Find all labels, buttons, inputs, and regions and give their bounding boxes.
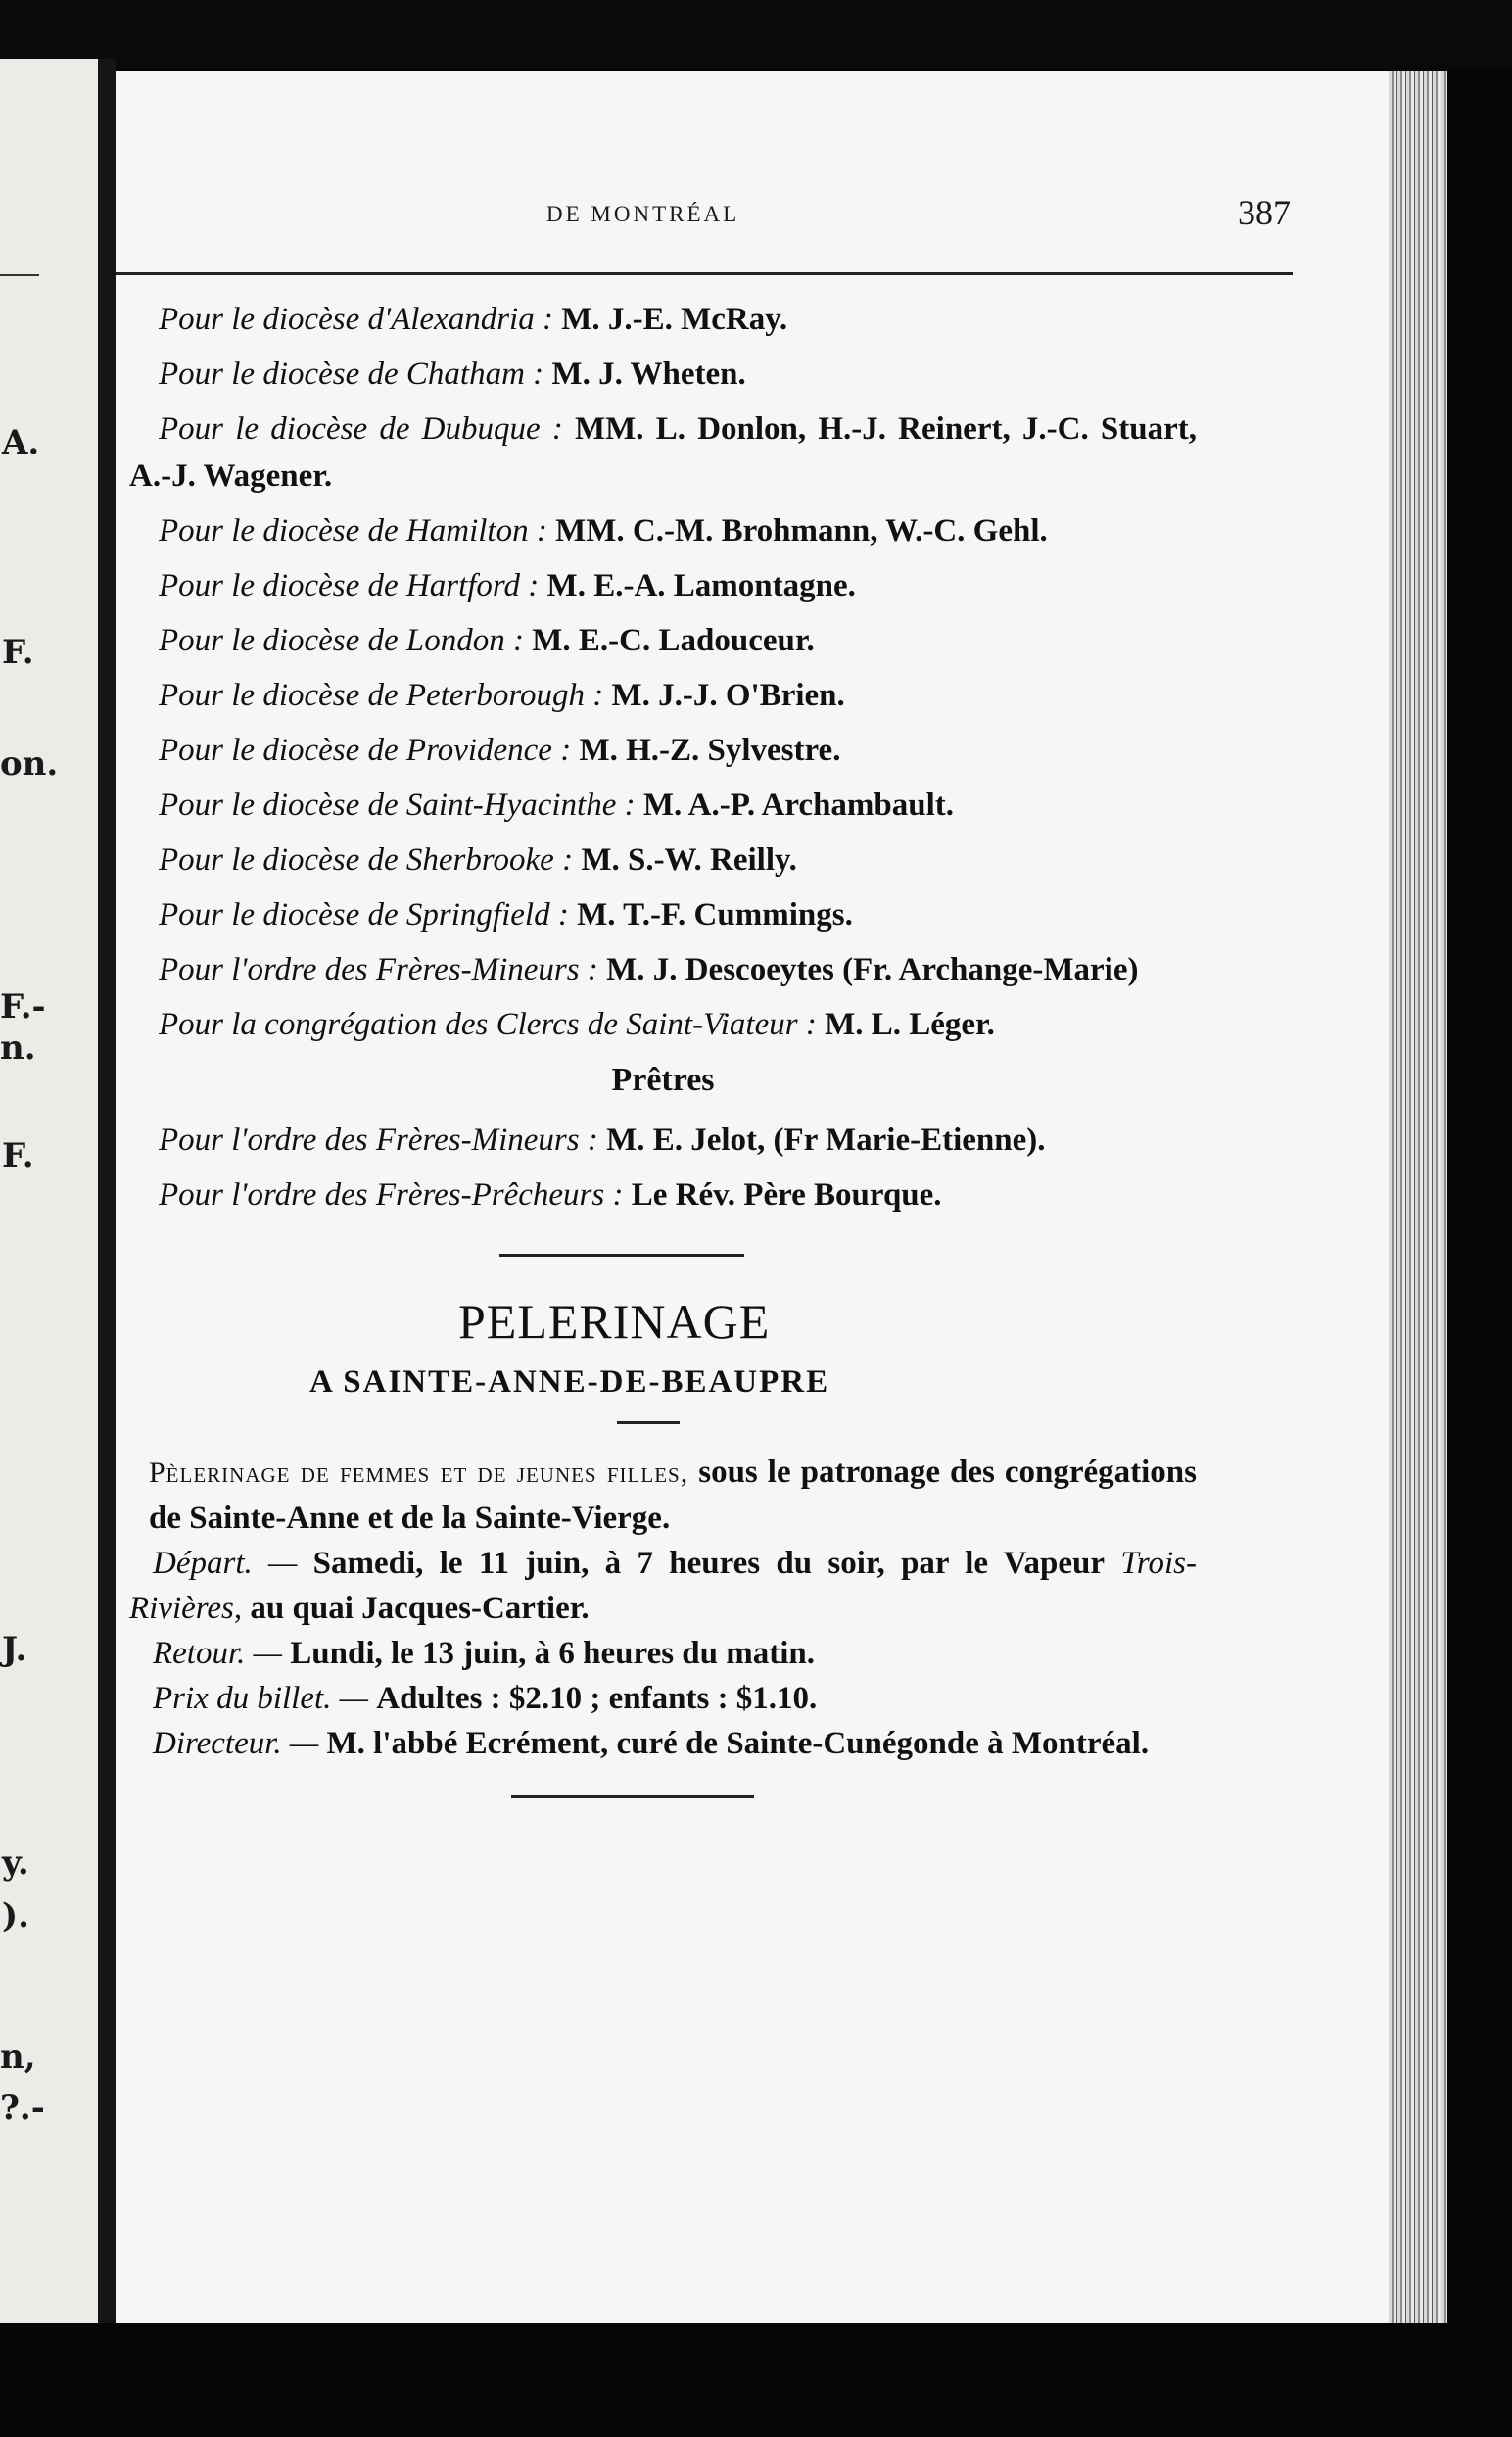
pilgrimage-subtitle: A SAINTE-ANNE-DE-BEAUPRE xyxy=(309,1364,830,1400)
facing-page-fragment: F.- xyxy=(0,987,46,1027)
price-label: Prix du billet. — xyxy=(153,1681,368,1716)
end-divider xyxy=(511,1795,754,1798)
entry-label: Pour le diocèse de Saint-Hyacinthe : xyxy=(159,788,636,823)
entry-value: M. H.-Z. Sylvestre. xyxy=(579,733,841,768)
priest-entry xyxy=(129,1117,1197,1164)
pilgrimage-departure xyxy=(129,1541,1197,1631)
facing-page-fragment: ?.- xyxy=(0,2088,45,2127)
entry-value: M. E. Jelot, (Fr Marie-Etienne). xyxy=(606,1123,1046,1158)
director-text: M. l'abbé Ecrément, curé de Sainte-Cunégonde à Montréal. xyxy=(326,1726,1150,1761)
ordination-entry xyxy=(129,1001,1197,1048)
entry-label: Pour l'ordre des Frères-Mineurs : xyxy=(159,952,598,987)
priest-entry xyxy=(129,1171,1197,1218)
return-text: Lundi, le 13 juin, à 6 heures du matin. xyxy=(290,1636,816,1671)
entry-label: Pour l'ordre des Frères-Prêcheurs : xyxy=(159,1177,624,1213)
pilgrimage-price xyxy=(129,1676,1197,1721)
entry-label: Pour l'ordre des Frères-Mineurs : xyxy=(159,1123,598,1158)
ordination-entry xyxy=(129,351,1197,398)
entry-value: M. J.-J. O'Brien. xyxy=(611,678,845,713)
section-heading-priests: Prêtres xyxy=(611,1062,715,1098)
short-divider xyxy=(617,1421,680,1424)
facing-page-fragment: on. xyxy=(0,744,59,784)
departure-place: au quai Jacques-Cartier. xyxy=(250,1591,590,1626)
entry-label: Pour le diocèse de Sherbrooke : xyxy=(159,842,574,878)
ordination-entry xyxy=(129,727,1197,774)
book-gutter xyxy=(98,59,116,2331)
entry-value: M. E.-C. Ladouceur. xyxy=(532,623,815,658)
scan-top-border xyxy=(0,0,1512,69)
ordination-entry xyxy=(129,672,1197,719)
pilgrimage-director xyxy=(129,1721,1197,1766)
facing-page-fragment: y. xyxy=(2,1843,29,1883)
facing-page-fragment: n. xyxy=(0,1028,36,1068)
departure-text: Samedi, le 11 juin, à 7 heures du soir, par le Vapeur xyxy=(312,1546,1106,1581)
entry-value: M. S.-W. Reilly. xyxy=(581,842,797,878)
page-content xyxy=(129,296,1197,1798)
departure-boat: Trois-Rivières, xyxy=(129,1546,1198,1626)
ordination-entry xyxy=(129,562,1197,609)
section-divider xyxy=(499,1254,744,1257)
entry-value: MM. C.-M. Brohmann, W.-C. Gehl. xyxy=(555,513,1048,549)
facing-page-fragment: J. xyxy=(2,1630,27,1669)
entry-value: M. T.-F. Cummings. xyxy=(577,897,853,932)
intro-smallcaps: Pèlerinage de femmes et de jeunes filles, xyxy=(149,1457,689,1489)
facing-page-fragment: F. xyxy=(2,1136,34,1175)
entry-label: Pour le diocèse d'Alexandria : xyxy=(159,302,553,337)
intro-text: sous le patronage des congrégations de Sainte-Anne et de la Sainte-Vierge. xyxy=(149,1455,1197,1536)
entry-label: Pour le diocèse de Peterborough : xyxy=(159,678,604,713)
entry-value: M. L. Léger. xyxy=(825,1007,995,1042)
page-stack-edge xyxy=(1389,71,1447,2323)
pilgrimage-return xyxy=(129,1631,1197,1676)
entry-value: M. E.-A. Lamontagne. xyxy=(546,568,856,603)
entry-value: M. A.-P. Archambault. xyxy=(642,788,955,823)
price-text: Adultes : $2.10 ; enfants : $1.10. xyxy=(376,1681,818,1716)
facing-page-rule xyxy=(0,274,39,276)
ordination-entry xyxy=(129,406,1197,500)
entry-label: Pour le diocèse de Springfield : xyxy=(159,897,569,932)
scan-bottom-border xyxy=(0,2323,1512,2437)
page-number: 387 xyxy=(1238,193,1291,232)
ordination-entry xyxy=(129,891,1197,938)
entry-label: Pour le diocèse de Hartford : xyxy=(159,568,540,603)
facing-page-fragment: A. xyxy=(2,423,40,462)
facing-page-fragment: n, xyxy=(0,2037,36,2077)
pilgrimage-title: PELERINAGE xyxy=(458,1294,771,1349)
entry-label: Pour le diocèse de Chatham : xyxy=(159,357,544,392)
ordination-entry xyxy=(129,946,1197,993)
return-label: Retour. — xyxy=(153,1636,282,1671)
entry-value: Le Rév. Père Bourque. xyxy=(631,1177,942,1213)
pilgrimage-intro xyxy=(129,1450,1197,1541)
entry-value: MM. L. Donlon, H.-J. Reinert, J.-C. Stuart, A.-J. Wagener. xyxy=(129,411,1197,494)
ordination-entry xyxy=(129,782,1197,829)
facing-page-edge xyxy=(0,59,98,2331)
ordination-entry xyxy=(129,296,1197,343)
ordination-entry xyxy=(129,617,1197,664)
ordination-entry xyxy=(129,507,1197,554)
entry-label: Pour la congrégation des Clercs de Saint-Viateur : xyxy=(159,1007,817,1042)
entry-label: Pour le diocèse de Hamilton : xyxy=(159,513,547,549)
entry-value: M. J. Descoeytes (Fr. Archange-Marie) xyxy=(606,952,1139,987)
running-title: DE MONTRÉAL xyxy=(546,202,740,226)
facing-page-fragment: F. xyxy=(2,633,34,672)
header-rule xyxy=(116,272,1293,275)
ordination-entry xyxy=(129,836,1197,884)
departure-label: Départ. — xyxy=(153,1546,298,1581)
facing-page-fragment: ). xyxy=(2,1896,29,1935)
entry-value: M. J.-E. McRay. xyxy=(561,302,788,337)
entry-label: Pour le diocèse de Providence : xyxy=(159,733,572,768)
director-label: Directeur. — xyxy=(153,1726,319,1761)
entry-label: Pour le diocèse de Dubuque : xyxy=(159,411,563,447)
entry-value: M. J. Wheten. xyxy=(551,357,746,392)
book-page xyxy=(116,71,1389,2323)
page-header xyxy=(116,193,1389,255)
entry-label: Pour le diocèse de London : xyxy=(159,623,525,658)
